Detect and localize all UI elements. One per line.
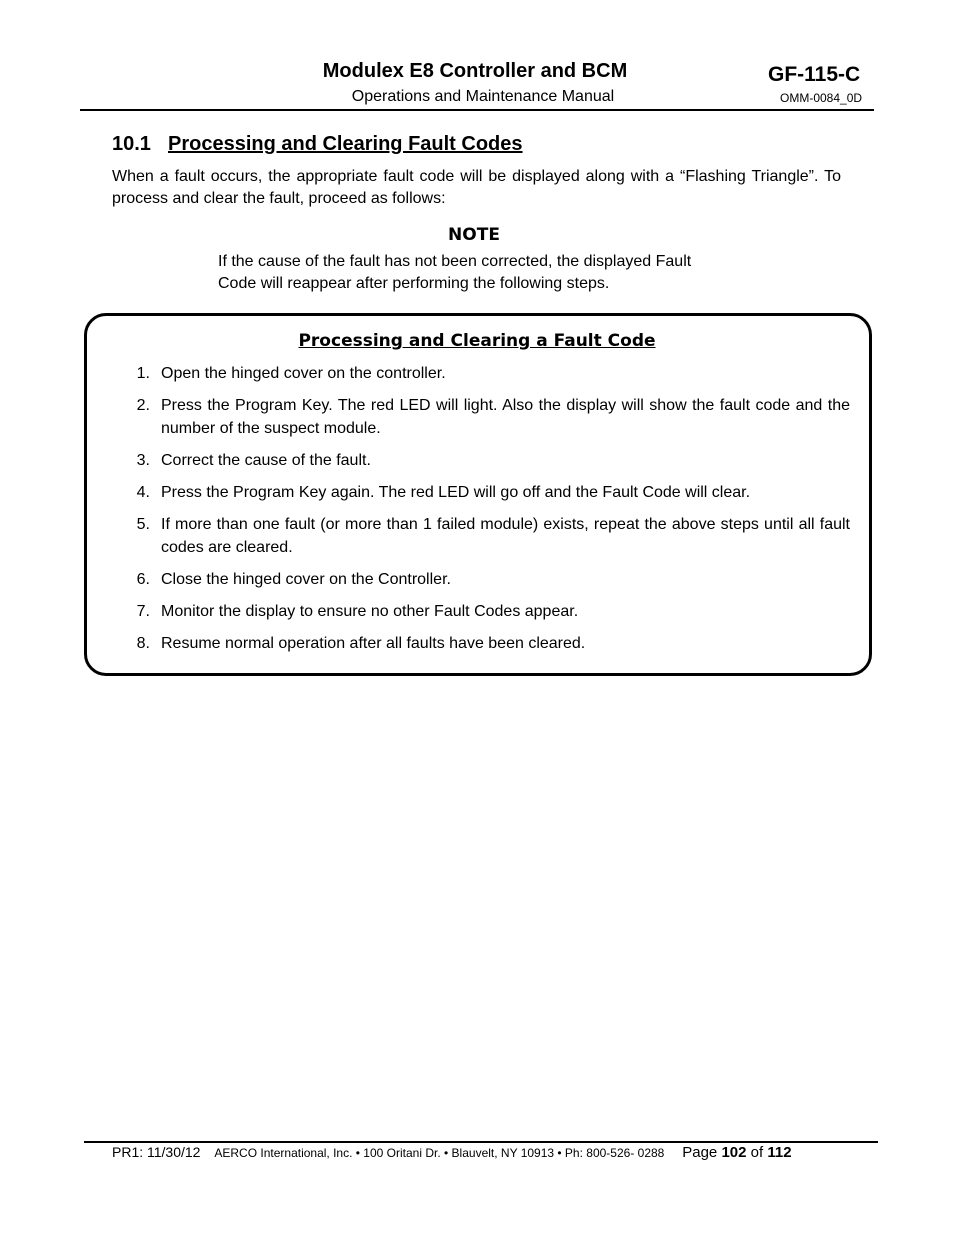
step-text: Press the Program Key. The red LED will light. Also the display will show the fault code and the number of the suspect module. <box>161 397 850 437</box>
step-text: Correct the cause of the fault. <box>161 452 371 469</box>
step-text: Monitor the display to ensure no other Fault Codes appear. <box>161 603 579 620</box>
procedure-title: Processing and Clearing a Fault Code <box>298 331 656 351</box>
procedure-step <box>128 362 850 385</box>
note-heading: NOTE <box>448 225 500 245</box>
footer-divider <box>84 1141 878 1143</box>
note-text <box>218 251 748 295</box>
total-pages: 112 <box>767 1144 792 1161</box>
section-title: Processing and Clearing Fault Codes <box>168 133 523 155</box>
procedure-step <box>128 481 850 504</box>
header-subtitle: Operations and Maintenance Manual <box>351 88 615 105</box>
doc-number: OMM-0084_0D <box>780 91 863 105</box>
header-title: Modulex E8 Controller and BCM <box>322 60 628 82</box>
doc-code: GF-115-C <box>768 63 861 86</box>
page-number: 102 <box>721 1144 747 1161</box>
note-line-2: Code will reappear after performing the following steps. <box>218 275 610 292</box>
step-number: 3. <box>136 452 150 469</box>
step-number: 6. <box>136 571 150 588</box>
step-number: 4. <box>136 484 150 501</box>
footer <box>112 1144 792 1161</box>
footer-date: PR1: 11/30/12 <box>112 1144 201 1160</box>
step-text: Open the hinged cover on the controller. <box>161 365 446 382</box>
procedure-step <box>128 632 850 655</box>
section-intro: When a fault occurs, the appropriate fault code will be displayed along with a “Flashing Triangle”. To process and clear the fault, proceed as follows: <box>112 168 841 207</box>
note-line-1: If the cause of the fault has not been corrected, the displayed Fault <box>218 253 692 270</box>
step-number: 1. <box>136 365 150 382</box>
step-number: 2. <box>136 397 150 414</box>
step-text: Press the Program Key again. The red LED will go off and the Fault Code will clear. <box>161 484 751 501</box>
procedure-step <box>128 600 850 623</box>
step-number: 7. <box>136 603 150 620</box>
procedure-step <box>128 568 850 591</box>
page-label: Page <box>682 1144 718 1161</box>
of-label: of <box>750 1144 764 1161</box>
procedure-step <box>128 513 850 559</box>
procedure-step <box>128 394 850 440</box>
procedure-step <box>128 449 850 472</box>
section-heading <box>112 133 523 156</box>
footer-company: AERCO International, Inc. • 100 Oritani Dr. • Blauvelt, NY 10913 • Ph: 800-526- 0288 <box>214 1146 665 1160</box>
header-divider <box>80 109 874 111</box>
footer-page <box>682 1144 791 1161</box>
step-number: 8. <box>136 635 150 652</box>
step-text: If more than one fault (or more than 1 failed module) exists, repeat the above steps until all fault codes are cleared. <box>161 516 850 556</box>
step-text: Resume normal operation after all faults have been cleared. <box>161 635 586 652</box>
step-text: Close the hinged cover on the Controller. <box>161 571 451 588</box>
section-number: 10.1 <box>112 133 151 155</box>
step-number: 5. <box>136 516 150 533</box>
